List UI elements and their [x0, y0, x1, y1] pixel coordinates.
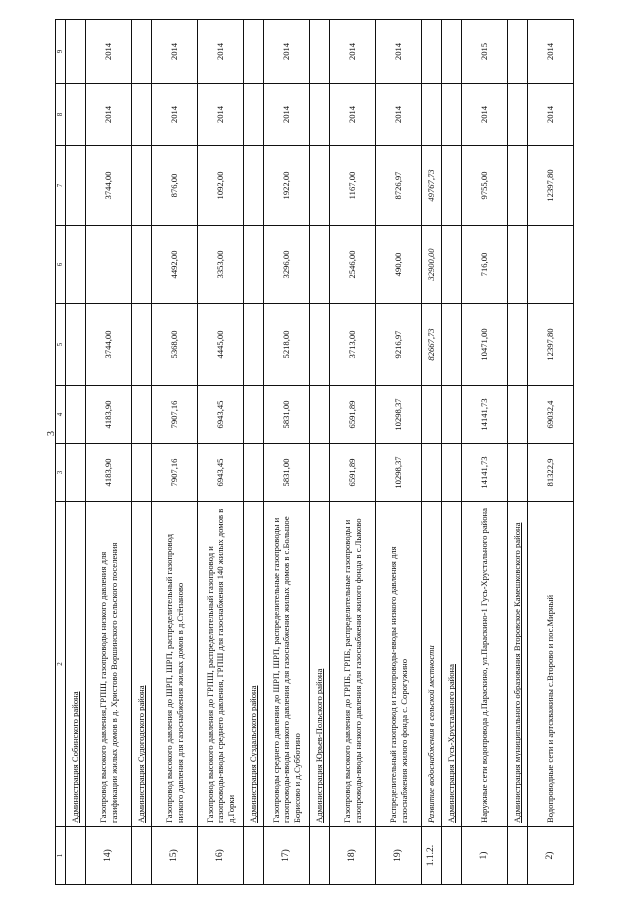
value-cell [422, 386, 442, 444]
value-cell [422, 20, 442, 84]
empty-cell [310, 304, 330, 386]
value-cell: 4183,90 [86, 386, 132, 444]
value-cell: 14141,73 [462, 444, 508, 502]
value-cell: 12397,80 [528, 304, 574, 386]
value-cell: 81322,9 [528, 444, 574, 502]
value-cell: 2014 [264, 84, 310, 146]
value-cell: 69032,4 [528, 386, 574, 444]
value-cell: 5831,00 [264, 386, 310, 444]
empty-cell [244, 146, 264, 226]
value-cell: 9216,97 [376, 304, 422, 386]
value-cell: 4492,00 [152, 226, 198, 304]
row-number: 18) [330, 827, 376, 885]
row-description: Водопроводные сети и артскважины с.Второво и пос.Мирный [528, 502, 574, 827]
empty-cell [442, 20, 462, 84]
row-number: 17) [264, 827, 310, 885]
empty-cell [66, 226, 86, 304]
value-cell: 1092,00 [198, 146, 244, 226]
value-cell: 3296,00 [264, 226, 310, 304]
empty-cell [132, 226, 152, 304]
row-description: Газопровод высокого давления до ГРПШ, распределительный газопровод и газопроводы-вводы среднего давления, ГРПШ для газоснабжения 140 жилых домов в д.Горки [198, 502, 244, 827]
table-row [86, 20, 132, 885]
empty-cell [508, 84, 528, 146]
column-header: 2 [56, 502, 66, 827]
value-cell: 6591,89 [330, 386, 376, 444]
value-cell: 1167,00 [330, 146, 376, 226]
value-cell: 14141,73 [462, 386, 508, 444]
value-cell: 2014 [528, 84, 574, 146]
empty-cell [442, 827, 462, 885]
value-cell: 2014 [330, 20, 376, 84]
empty-cell [66, 444, 86, 502]
value-cell: 3713,00 [330, 304, 376, 386]
empty-cell [310, 444, 330, 502]
value-cell: 2014 [198, 20, 244, 84]
empty-cell [442, 444, 462, 502]
value-cell: 2546,00 [330, 226, 376, 304]
page-number: 3 [46, 431, 57, 436]
section-row [310, 20, 330, 885]
table-row [462, 20, 508, 885]
column-header: 1 [56, 827, 66, 885]
empty-cell [132, 304, 152, 386]
value-cell: 2014 [376, 84, 422, 146]
value-cell: 5831,00 [264, 444, 310, 502]
value-cell: 6943,45 [198, 444, 244, 502]
column-header: 7 [56, 146, 66, 226]
empty-cell [66, 304, 86, 386]
value-cell: 2014 [152, 84, 198, 146]
section-title: Администрация Гусь-Хрустального района [442, 502, 462, 827]
value-cell: 2014 [264, 20, 310, 84]
value-cell: 1922,00 [264, 146, 310, 226]
value-cell: 10298,37 [376, 444, 422, 502]
row-number: 15) [152, 827, 198, 885]
empty-cell [310, 146, 330, 226]
empty-cell [244, 386, 264, 444]
value-cell: 49767,73 [422, 146, 442, 226]
table-row [152, 20, 198, 885]
table-row [330, 20, 376, 885]
table-row [264, 20, 310, 885]
value-cell: 3744,00 [86, 304, 132, 386]
empty-cell [132, 20, 152, 84]
value-cell: 32900,00 [422, 226, 442, 304]
empty-cell [310, 226, 330, 304]
empty-cell [244, 84, 264, 146]
value-cell: 2014 [528, 20, 574, 84]
empty-cell [442, 146, 462, 226]
section-title: Администрация муниципального образования Второвское Камешковского района [508, 502, 528, 827]
empty-cell [132, 146, 152, 226]
row-description: Газопровод высокого давления,ГРПШ, газопроводы низкого давления для газификации жилых домов в д. Христово Воршинского сельского поселения [86, 502, 132, 827]
value-cell: 6591,89 [330, 444, 376, 502]
empty-cell [508, 444, 528, 502]
value-cell: 876,00 [152, 146, 198, 226]
row-description: Развитие водоснабжения в сельской местности [422, 502, 442, 827]
empty-cell [132, 386, 152, 444]
row-description: Газопровод высокого давления до ШРП, ШРП, распределительный газопровод низкого давления для газоснабжения жилых домов в д.Стёпаново [152, 502, 198, 827]
empty-cell [310, 20, 330, 84]
column-header: 4 [56, 386, 66, 444]
value-cell: 10298,37 [376, 386, 422, 444]
table-body [56, 20, 574, 885]
empty-cell [508, 226, 528, 304]
row-number: 2) [528, 827, 574, 885]
value-cell: 7907,16 [152, 386, 198, 444]
value-cell: 2014 [462, 84, 508, 146]
section-row [508, 20, 528, 885]
empty-cell [442, 226, 462, 304]
empty-cell [508, 304, 528, 386]
empty-cell [132, 827, 152, 885]
empty-cell [442, 304, 462, 386]
empty-cell [244, 226, 264, 304]
empty-cell [508, 146, 528, 226]
value-cell: 4445,00 [198, 304, 244, 386]
section-title: Администрация Суздальского района [244, 502, 264, 827]
value-cell: 6943,45 [198, 386, 244, 444]
row-description: Наружные сети водопровода д.Параскино, ул.Параскино-1 Гусь-Хрустального района [462, 502, 508, 827]
column-header: 6 [56, 226, 66, 304]
table-row [376, 20, 422, 885]
empty-cell [508, 827, 528, 885]
section-title: Администрация Юрьев-Польского района [310, 502, 330, 827]
value-cell: 7907,16 [152, 444, 198, 502]
empty-cell [442, 386, 462, 444]
row-number: 19) [376, 827, 422, 885]
value-cell: 10471,00 [462, 304, 508, 386]
column-header: 3 [56, 444, 66, 502]
value-cell: 82667,73 [422, 304, 442, 386]
section-row [132, 20, 152, 885]
section-row [442, 20, 462, 885]
row-description: Газопровод высокого давления до ГРПБ, ГРПБ, распределительные газопроводы и газопроводы-вводы низкого давления для газоснабжения жилого фонда в с.Лыково [330, 502, 376, 827]
empty-cell [244, 304, 264, 386]
empty-cell [310, 84, 330, 146]
empty-cell [132, 84, 152, 146]
empty-cell [508, 20, 528, 84]
value-cell: 3353,00 [198, 226, 244, 304]
section-row [244, 20, 264, 885]
row-number: 16) [198, 827, 244, 885]
empty-cell [310, 827, 330, 885]
section-title: Администрация Собинского района [66, 502, 86, 827]
column-header: 5 [56, 304, 66, 386]
value-cell [528, 226, 574, 304]
value-cell: 5368,00 [152, 304, 198, 386]
row-description: Газопроводы среднего давления до ШРП, ШРП, распределительные газопроводы и газопроводы-вводы низкого давления для газоснабжения жилых домов в с.Большое Борисово и д.Субботино [264, 502, 310, 827]
empty-cell [310, 386, 330, 444]
value-cell: 490,00 [376, 226, 422, 304]
value-cell: 5218,00 [264, 304, 310, 386]
value-cell: 2014 [376, 20, 422, 84]
value-cell: 4183,90 [86, 444, 132, 502]
empty-cell [66, 84, 86, 146]
column-header-row [56, 20, 66, 885]
value-cell: 716,00 [462, 226, 508, 304]
empty-cell [66, 20, 86, 84]
value-cell: 12397,80 [528, 146, 574, 226]
column-header: 9 [56, 20, 66, 84]
empty-cell [244, 444, 264, 502]
row-description: Распределительный газопровод и газопроводы-вводы низкого давления для газоснабжения жилого фонда с. Сорогужино [376, 502, 422, 827]
column-header: 8 [56, 84, 66, 146]
value-cell: 2015 [462, 20, 508, 84]
table-row [198, 20, 244, 885]
value-cell: 8726,97 [376, 146, 422, 226]
empty-cell [442, 84, 462, 146]
value-cell: 2014 [198, 84, 244, 146]
value-cell: 2014 [86, 20, 132, 84]
row-number: 14) [86, 827, 132, 885]
empty-cell [132, 444, 152, 502]
value-cell: 2014 [152, 20, 198, 84]
value-cell [422, 84, 442, 146]
empty-cell [66, 386, 86, 444]
value-cell [422, 444, 442, 502]
row-number: 1.1.2. [422, 827, 442, 885]
row-number: 1) [462, 827, 508, 885]
empty-cell [66, 827, 86, 885]
value-cell: 2014 [86, 84, 132, 146]
value-cell: 9755,00 [462, 146, 508, 226]
empty-cell [244, 827, 264, 885]
section-title: Администрация Судогодского района [132, 502, 152, 827]
empty-cell [244, 20, 264, 84]
value-cell: 2014 [330, 84, 376, 146]
section-row [66, 20, 86, 885]
value-cell [86, 226, 132, 304]
empty-cell [508, 386, 528, 444]
table-row [528, 20, 574, 885]
program-table [55, 19, 574, 885]
rotated-page [55, 20, 630, 885]
subtotal-row [422, 20, 442, 885]
value-cell: 3744,00 [86, 146, 132, 226]
empty-cell [66, 146, 86, 226]
